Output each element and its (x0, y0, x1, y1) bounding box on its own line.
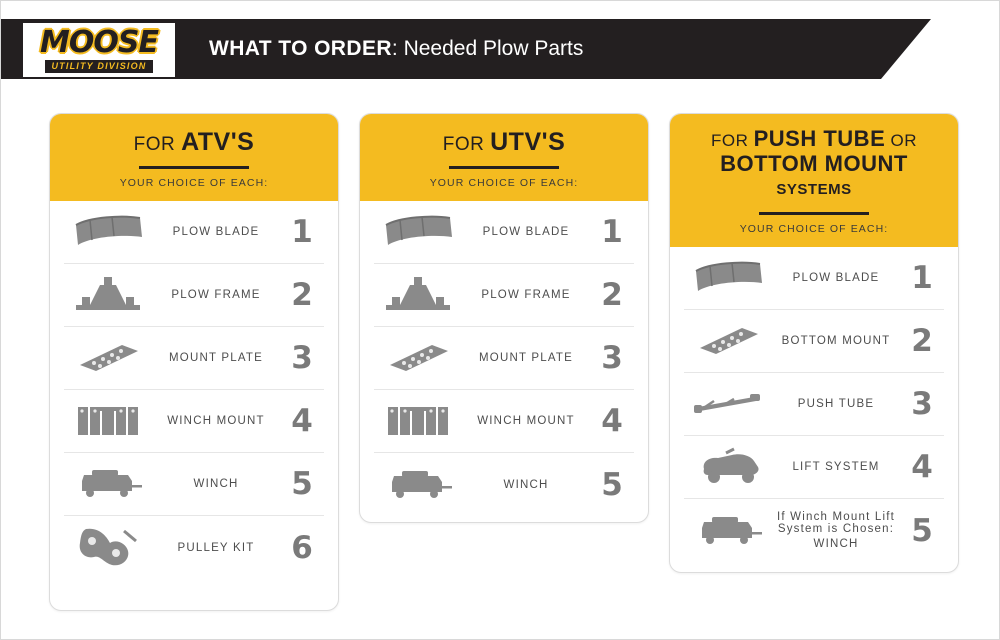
push-tube-icon (684, 389, 772, 419)
card-atv-rows (50, 201, 338, 579)
list-item[interactable] (684, 373, 944, 436)
list-item-number: 5 (291, 466, 313, 502)
page-title-strong: WHAT TO ORDER (209, 37, 392, 60)
list-item[interactable] (374, 327, 634, 390)
card-push-header (670, 114, 958, 247)
list-item-label: WINCH (193, 478, 239, 490)
list-item-label: PLOW BLADE (792, 272, 880, 284)
card-push-heading-main: PUSH TUBE (753, 126, 886, 151)
winch-icon (64, 467, 152, 501)
list-item[interactable] (64, 390, 324, 453)
winch-mount-icon (374, 401, 462, 441)
card-push-heading-line2: BOTTOM MOUNT (720, 151, 908, 176)
list-item[interactable] (684, 310, 944, 373)
list-item-number: 3 (911, 386, 933, 422)
card-atv-subtitle: YOUR CHOICE OF EACH: (119, 177, 269, 189)
header (1, 19, 1000, 79)
card-utv-heading-prefix: FOR (442, 134, 491, 155)
plow-blade-icon (684, 261, 772, 295)
list-item-label: PLOW FRAME (481, 289, 571, 301)
list-item-note: If Winch Mount Lift System is Chosen: (776, 511, 896, 535)
list-item-number: 1 (601, 214, 623, 250)
list-item-label: BOTTOM MOUNT (781, 335, 891, 347)
list-item-number: 3 (291, 340, 313, 376)
list-item[interactable] (684, 247, 944, 310)
list-item-label: MOUNT PLATE (169, 352, 263, 364)
card-utv-rows (360, 201, 648, 516)
list-item[interactable] (64, 327, 324, 390)
list-item-label-text: WINCH (813, 538, 859, 550)
winch-icon (374, 468, 462, 502)
list-item[interactable] (64, 201, 324, 264)
list-item-number: 2 (601, 277, 623, 313)
list-item-number: 1 (291, 214, 313, 250)
card-push-heading-line3: SYSTEMS (776, 181, 852, 198)
card-atv (49, 113, 339, 611)
list-item-label: PULLEY KIT (177, 541, 255, 554)
list-item-label: MOUNT PLATE (479, 352, 573, 364)
card-atv-heading (50, 114, 338, 157)
card-utv (359, 113, 649, 523)
plow-frame-icon (374, 275, 462, 315)
list-item-number: 2 (291, 277, 313, 313)
list-item-number: 1 (911, 260, 933, 296)
list-item-number: 4 (601, 403, 623, 439)
lift-system-icon (684, 447, 772, 487)
card-push-rows (670, 247, 958, 562)
page-title (209, 19, 583, 79)
list-item-number: 5 (601, 466, 623, 503)
list-item-label: PLOW BLADE (482, 226, 570, 238)
list-item-number: 4 (291, 403, 313, 439)
pulley-kit-icon (64, 525, 152, 571)
card-utv-heading-main: UTV'S (490, 128, 566, 156)
card-atv-heading-prefix: FOR (133, 134, 182, 155)
plow-blade-icon (374, 215, 462, 249)
list-item[interactable] (64, 264, 324, 327)
list-item-number: 6 (291, 529, 313, 566)
list-item[interactable] (374, 264, 634, 327)
logo-tagline: UTILITY DIVISION (45, 60, 152, 73)
card-atv-heading-main: ATV'S (181, 128, 255, 156)
list-item[interactable] (64, 516, 324, 579)
mount-plate-icon (64, 339, 152, 377)
winch-icon (684, 514, 772, 548)
card-push-heading-prefix: FOR (711, 131, 754, 150)
list-item[interactable] (684, 436, 944, 499)
page-title-light: : Needed Plow Parts (391, 37, 584, 60)
card-atv-header (50, 114, 338, 201)
mount-plate-icon (374, 339, 462, 377)
list-item-label: PUSH TUBE (797, 398, 875, 410)
card-push-subtitle: YOUR CHOICE OF EACH: (739, 223, 889, 235)
list-item[interactable] (64, 453, 324, 516)
list-item-label: PLOW FRAME (171, 289, 261, 301)
list-item-number: 4 (911, 449, 933, 485)
list-item[interactable] (374, 201, 634, 264)
list-item-label (772, 511, 900, 550)
list-item[interactable] (374, 390, 634, 453)
card-push-tube (669, 113, 959, 573)
plow-frame-icon (64, 275, 152, 315)
logo-wordmark: MOOSE (40, 24, 158, 60)
card-utv-heading (360, 114, 648, 157)
brand-logo (23, 23, 175, 77)
list-item-label: WINCH MOUNT (167, 415, 265, 427)
bottom-mount-icon (684, 322, 772, 360)
list-item-label: LIFT SYSTEM (792, 461, 880, 473)
list-item[interactable] (374, 453, 634, 516)
card-utv-header (360, 114, 648, 201)
card-push-heading-or: OR (885, 131, 917, 150)
list-item[interactable] (684, 499, 944, 562)
winch-mount-icon (64, 401, 152, 441)
list-item-label: WINCH MOUNT (477, 415, 575, 427)
list-item-number: 5 (911, 512, 933, 549)
card-utv-subtitle: YOUR CHOICE OF EACH: (429, 177, 579, 189)
list-item-label: WINCH (503, 478, 549, 491)
card-push-heading (670, 114, 958, 201)
list-item-number: 2 (911, 323, 933, 359)
list-item-number: 3 (601, 340, 623, 376)
list-item-label: PLOW BLADE (172, 226, 260, 238)
plow-blade-icon (64, 215, 152, 249)
